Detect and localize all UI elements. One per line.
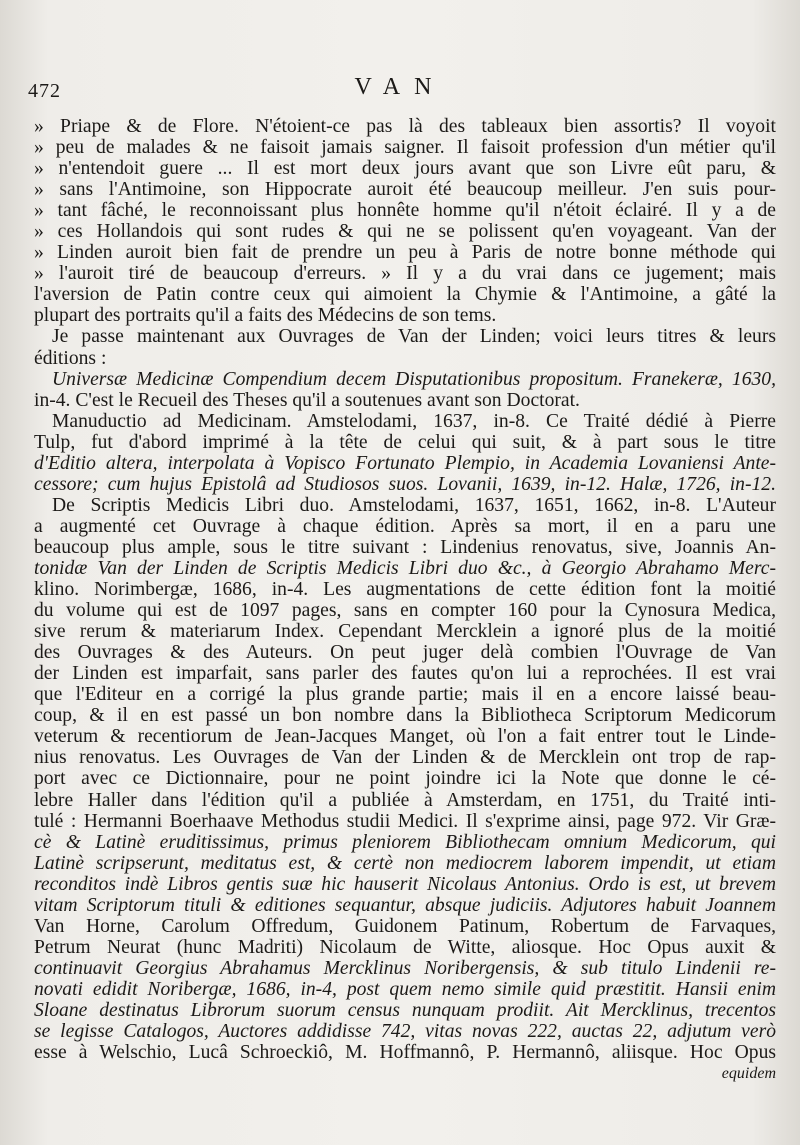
- text-line: der Linden est imparfait, sans parler des fautes qu'on lui a reprochées. Il est vrai: [34, 663, 776, 685]
- text-line: Van Horne, Carolum Offredum, Guidonem Patinum, Robertum de Farvaques,: [34, 915, 776, 937]
- text-line: nius renovatus. Les Ouvrages de Van der Linden & de Mercklein ont trop de rap-: [34, 747, 776, 769]
- text-line: beaucoup plus ample, sous le titre suivant : Lindenius renovatus, sive, Joannis An-: [34, 536, 776, 558]
- text-line: » n'entendoit guere ... Il est mort deux jours avant que son Livre eût paru, &: [34, 158, 776, 180]
- running-head: VAN: [354, 74, 446, 100]
- text-line: Tulp, fut d'abord imprimé à la tête de celui qui suit, & à part sous le titre: [34, 431, 776, 453]
- text-line: éditions :: [34, 347, 107, 369]
- text-line: » sans l'Antimoine, son Hippocrate auroit été beaucoup meilleur. J'en suis pour-: [34, 179, 776, 201]
- text-line: que l'Editeur en a corrigé la plus grande partie; mais il en a encore laissé beau-: [34, 684, 776, 706]
- text-line: Latinè scripserunt, meditatus est, & certè non mediocrem laborem impendit, ut etiam: [34, 852, 776, 874]
- text-line: novati edidit Noribergæ, 1686, in-4, post quem nemo simile quid præstitit. Hansii enim: [34, 978, 776, 1000]
- text-line: esse à Welschio, Lucâ Schroeckiô, M. Hoffmannô, P. Hermannô, aliisque. Hoc Opus: [34, 1042, 776, 1064]
- text-line: reconditos indè Libros gentis suæ hic hauserit Nicolaus Antonius. Ordo is est, ut brevem: [34, 873, 776, 895]
- text-line: plupart des portraits qu'il a faits des Médecins de son tems.: [34, 305, 497, 327]
- text-line: veterum & recentiorum de Jean-Jacques Manget, où l'on a fait entrer tout le Linde-: [34, 726, 776, 748]
- text-line: du volume qui est de 1097 pages, sans en compter 160 pour la Cynosura Medica,: [34, 600, 776, 622]
- text-line: klino. Norimbergæ, 1686, in-4. Les augmentations de cette édition font la moitié: [34, 579, 776, 601]
- catchword: equidem: [721, 1065, 776, 1083]
- text-line: » ces Hollandois qui sont rudes & qui ne se polissent qu'en voyageant. Van der: [34, 221, 776, 243]
- body-text: [34, 116, 776, 1084]
- text-line: des Ouvrages & des Auteurs. On peut juger delà combien l'Ouvrage de Van: [34, 642, 776, 664]
- text-line: » Linden auroit bien fait de prendre un peu à Paris de notre bonne méthode qui: [34, 242, 776, 264]
- text-line: Sloane destinatus Librorum suorum census nunquam prodiit. Ait Mercklinus, trecentos: [34, 999, 776, 1021]
- text-line: port avec ce Dictionnaire, pour ne point joindre ici la Note que donne le cé-: [34, 768, 776, 790]
- text-line: l'aversion de Patin contre ceux qui aimoient la Chymie & l'Antimoine, a gâté la: [34, 284, 776, 306]
- text-line: » tant fâché, le reconnoissant plus honnête homme qu'il n'étoit éclairé. Il y a de: [34, 200, 776, 222]
- text-line: cessore; cum hujus Epistolâ ad Studiosos suos. Lovanii, 1639, in-12. Halæ, 1726, in-12.: [34, 473, 776, 495]
- text-line: coup, & il en est passé un bon nombre dans la Bibliotheca Scriptorum Medicorum: [34, 705, 776, 727]
- text-line: Universæ Medicinæ Compendium decem Disputationibus propositum. Franekeræ, 1630,: [52, 368, 776, 390]
- text-line: vitam Scriptorum tituli & editiones sequantur, absque judiciis. Adjutores habuit Joannem: [34, 894, 776, 916]
- text-line: » Priape & de Flore. N'étoient-ce pas là des tableaux bien assortis? Il voyoit: [34, 116, 776, 137]
- text-line: tonidæ Van der Linden de Scriptis Medicis Libri duo &c., à Georgio Abrahamo Merc-: [34, 557, 776, 579]
- text-line: continuavit Georgius Abrahamus Mercklinus Noribergensis, & sub titulo Lindenii re-: [34, 957, 776, 979]
- text-line: sive rerum & materiarum Index. Cependant Mercklein a ignoré plus de la moitié: [34, 621, 776, 643]
- text-line: » l'auroit tiré de beaucoup d'erreurs. » Il y a du vrai dans ce jugement; mais: [34, 263, 776, 285]
- text-line: De Scriptis Medicis Libri duo. Amstelodami, 1637, 1651, 1662, in-8. L'Auteur: [52, 494, 776, 516]
- text-line: lebre Haller dans l'édition qu'il a publiée à Amsterdam, en 1751, du Traité inti-: [34, 789, 776, 811]
- page-header: [28, 74, 772, 104]
- page-number: 472: [28, 80, 61, 102]
- text-line: se legisse Catalogos, Auctores addidisse 742, vitas novas 222, auctas 22, adjutum verò: [34, 1021, 776, 1043]
- text-line: Petrum Neurat (hunc Madriti) Nicolaum de Witte, aliosque. Hoc Opus auxit &: [34, 936, 776, 958]
- text-line: in-4. C'est le Recueil des Theses qu'il a soutenues avant son Doctorat.: [34, 389, 580, 411]
- text-line: » peu de malades & ne faisoit jamais saigner. Il faisoit profession d'un métier qu'il: [34, 137, 776, 159]
- text-line: d'Editio altera, interpolata à Vopisco Fortunato Plempio, in Academia Lovaniensi Ante-: [34, 452, 776, 474]
- text-line: cè & Latinè eruditissimus, primus pleniorem Bibliothecam omnium Medicorum, qui: [34, 831, 776, 853]
- text-line: Je passe maintenant aux Ouvrages de Van der Linden; voici leurs titres & leurs: [52, 326, 776, 348]
- text-line: tulé : Hermanni Boerhaave Methodus studii Medici. Il s'exprime ainsi, page 972. Vir Græ-: [34, 810, 776, 832]
- text-line: a augmenté cet Ouvrage à chaque édition. Après sa mort, il en a paru une: [34, 515, 776, 537]
- text-line: Manuductio ad Medicinam. Amstelodami, 1637, in-8. Ce Traité dédié à Pierre: [52, 410, 776, 432]
